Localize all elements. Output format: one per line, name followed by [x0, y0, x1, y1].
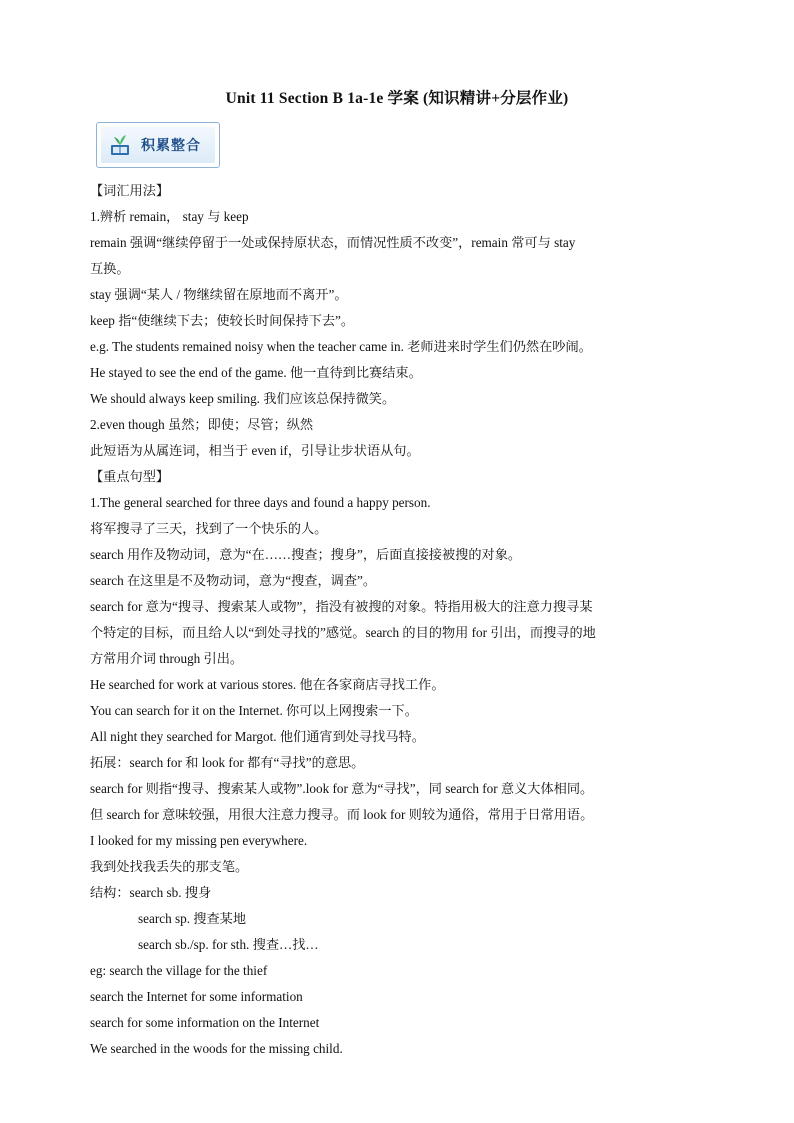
text-line: search for 意为“搜寻、搜索某人或物”，指没有被搜的对象。特指用极大的注意力搜寻某 — [90, 599, 593, 614]
text-line: I looked for my missing pen everywhere. — [90, 833, 308, 848]
text-line: 但 search for 意味较强，用很大注意力搜寻。而 look for 则较为通俗，常用于日常用语。 — [90, 807, 594, 822]
text-line: 【词汇用法】 — [90, 183, 170, 198]
text-line: 拓展：search for 和 look for 都有“寻找”的意思。 — [90, 755, 365, 770]
text-line: 1.The general searched for three days and found a happy person. — [90, 495, 431, 510]
text-line: All night they searched for Margot. 他们通宵到处寻找马特。 — [90, 729, 425, 744]
text-line: He searched for work at various stores. 他在各家商店寻找工作。 — [90, 677, 445, 692]
text-line: 我到处找我丢失的那支笔。 — [90, 859, 249, 874]
text-line: keep 指“使继续下去；使较长时间保持下去”。 — [90, 313, 355, 328]
text-line: He stayed to see the end of the game. 他一直待到比赛结束。 — [90, 365, 422, 380]
text-line: You can search for it on the Internet. 你可以上网搜索一下。 — [90, 703, 418, 718]
text-line: search sb./sp. for sth. 搜查…找… — [138, 937, 319, 952]
text-line: e.g. The students remained noisy when the teacher came in. 老师进来时学生们仍然在吵闹。 — [90, 339, 592, 354]
text-line: search for 则指“搜寻、搜索某人或物”.look for 意为“寻找”，同 search for 意义大体相同。 — [90, 781, 594, 796]
book-plant-icon — [109, 131, 131, 157]
text-line: search sp. 搜查某地 — [138, 911, 247, 926]
text-line: 互换。 — [90, 261, 130, 276]
document-body — [90, 178, 710, 1062]
text-line: search 用作及物动词，意为“在……搜查；搜身”，后面直接接被搜的对象。 — [90, 547, 522, 562]
text-line: remain 强调“继续停留于一处或保持原状态，而情况性质不改变”，remain 常可与 stay — [90, 235, 576, 250]
text-line: 【重点句型】 — [90, 469, 170, 484]
badge-label: 积累整合 — [141, 138, 201, 154]
text-line: 1.辨析 remain， stay 与 keep — [90, 209, 249, 224]
text-line: search for some information on the Internet — [90, 1015, 320, 1030]
text-line: 个特定的目标，而且给人以“到处寻找的”感觉。search 的目的物用 for 引出，而搜寻的地 — [90, 625, 596, 640]
text-line: 2.even though 虽然；即使；尽管；纵然 — [90, 417, 314, 432]
text-line: 此短语为从属连词，相当于 even if，引导让步状语从句。 — [90, 443, 420, 458]
text-line: We should always keep smiling. 我们应该总保持微笑。 — [90, 391, 396, 406]
section-badge — [96, 122, 220, 168]
text-line: stay 强调“某人 / 物继续留在原地而不离开”。 — [90, 287, 348, 302]
badge-frame — [96, 122, 220, 168]
text-line: We searched in the woods for the missing child. — [90, 1041, 343, 1056]
text-line: eg: search the village for the thief — [90, 963, 268, 978]
text-line: 将军搜寻了三天，找到了一个快乐的人。 — [90, 521, 328, 536]
text-line: search 在这里是不及物动词，意为“搜查，调查”。 — [90, 573, 377, 588]
text-line: 方常用介词 through 引出。 — [90, 651, 244, 666]
text-line: 结构：search sb. 搜身 — [90, 885, 212, 900]
page-title: Unit 11 Section B 1a-1e 学案 (知识精讲+分层作业) — [225, 90, 569, 107]
text-line: search the Internet for some information — [90, 989, 303, 1004]
